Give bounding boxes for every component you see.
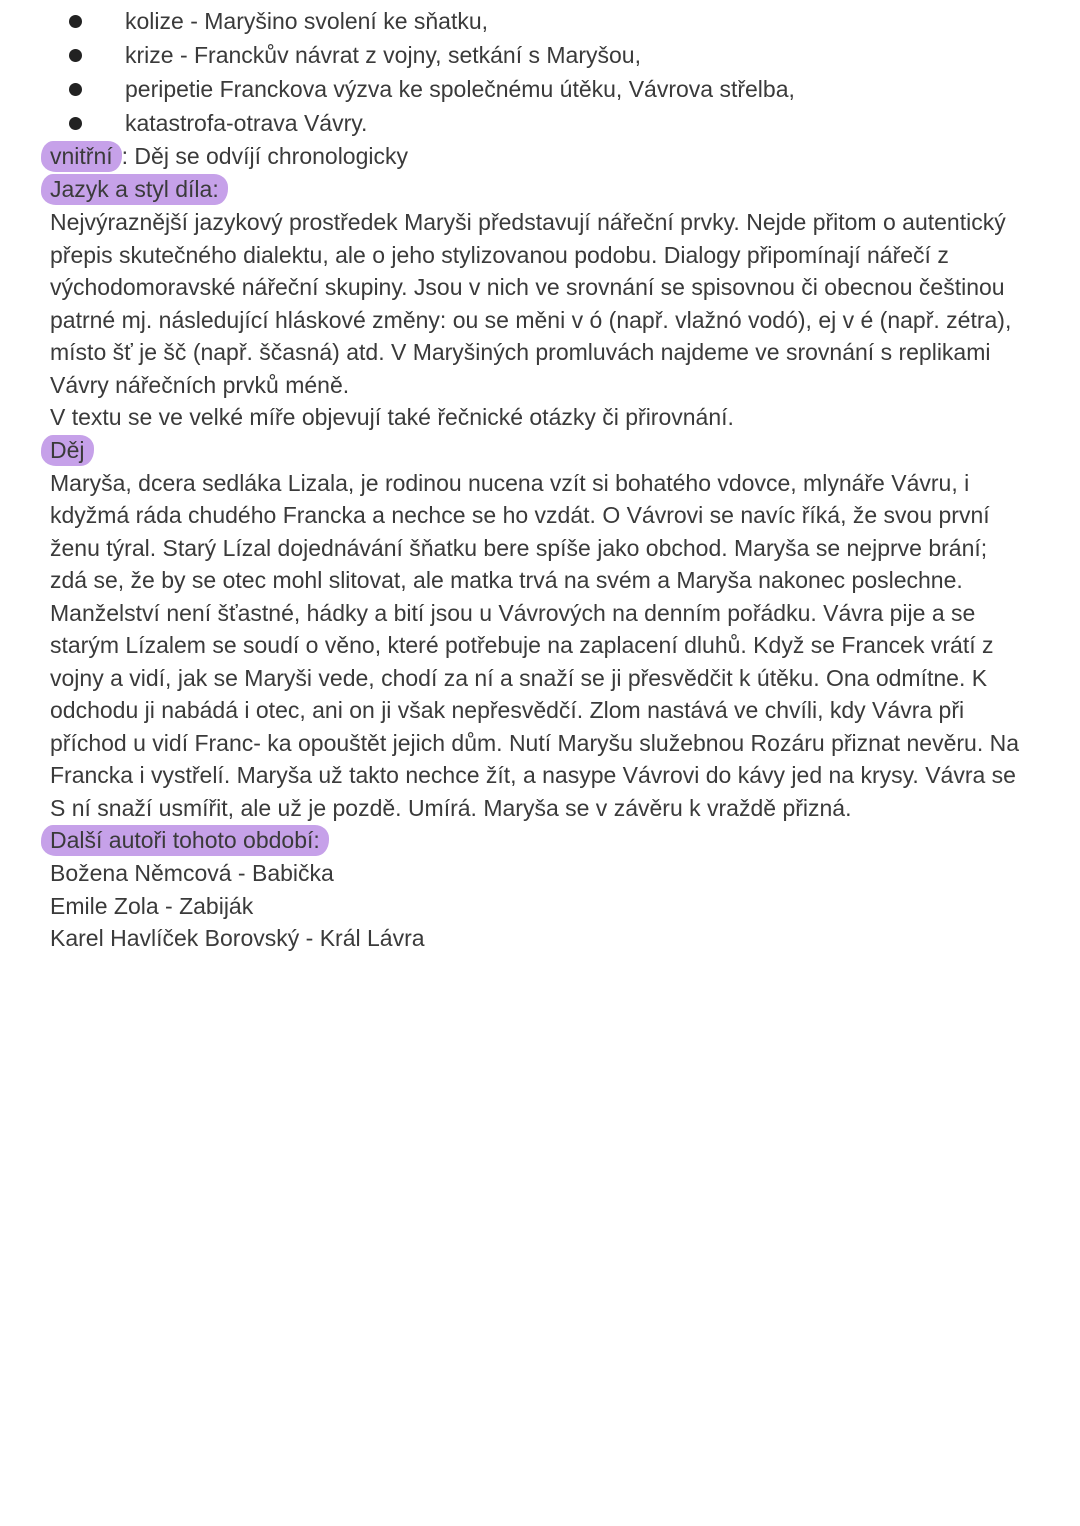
- bullet-list: [50, 4, 1022, 140]
- highlight-autori-heading: Další autoři tohoto období:: [41, 825, 329, 856]
- author-line: Božena Němcová - Babička: [50, 860, 334, 886]
- bullet-icon: [69, 83, 82, 96]
- jazyk-paragraph: Nejvýraznější jazykový prostředek Maryši představují nářeční prvky. Nejde přitom o autentický přepis skutečného dialektu, ale o jeho stylizovanou podobu. Dialogy připomínají nářečí z východomoravské nářeční skupiny. Jsou v nich ve srovnání se spisovnou či obecnou češtinou patrné mj. následující hláskové změny: ou se měni v ó (např. vlažnó vodó), ej v é (např. zétra), místo šť je šč (např. ščasná) atd. V Maryšiných promluvách najdeme ve srovnání s replikami Vávry nářečních prvků méně.: [50, 209, 1012, 398]
- bullet-icon: [69, 49, 82, 62]
- list-item: [50, 4, 1022, 38]
- inner-composition-line: [50, 140, 1022, 173]
- section-heading-autori: [50, 824, 1022, 857]
- list-item: [50, 38, 1022, 72]
- inner-composition-text: : Děj se odvíjí chronologicky: [121, 143, 408, 169]
- author-line: Karel Havlíček Borovský - Král Lávra: [50, 925, 425, 951]
- section-heading-dej: [50, 434, 1022, 467]
- bullet-icon: [69, 117, 82, 130]
- bullet-text: krize - Franckův návrat z vojny, setkání s Maryšou,: [125, 42, 641, 68]
- highlight-vnitrni: vnitřní: [41, 141, 122, 172]
- highlight-dej-heading: Děj: [41, 435, 94, 466]
- bullet-text: peripetie Franckova výzva ke společnému útěku, Vávrova střelba,: [125, 76, 795, 102]
- bullet-text: kolize - Maryšino svolení ke sňatku,: [125, 8, 489, 34]
- list-item: [50, 72, 1022, 106]
- list-item: [50, 106, 1022, 140]
- highlight-jazyk-heading: Jazyk a styl díla:: [41, 174, 228, 205]
- jazyk-note: V textu se ve velké míře objevují také řečnické otázky či přirovnání.: [50, 404, 734, 430]
- bullet-text: katastrofa-otrava Vávry.: [125, 110, 368, 136]
- dej-paragraph: Maryša, dcera sedláka Lizala, je rodinou nucena vzít si bohatého vdovce, mlynáře Vávru, i kdyžmá ráda chudého Francka a nechce se ho vzdát. O Vávrovi se navíc říká, že svou první ženu týral. Starý Lízal dojednávání šňatku bere spíše jako obchod. Maryša se nejprve brání; zdá se, že by se otec mohl slitovat, ale matka trvá na svém a Maryša nakonec poslechne. Manželství není šťastné, hádky a bití jsou u Vávrových na denním pořádku. Vávra pije a se starým Lízalem se soudí o věno, které potřebuje na zaplacení dluhů. Když se Francek vrátí z vojny a vidí, jak se Maryši vede, chodí za ní a snaží se ji přesvědčit k útěku. Ona odmítne. K odchodu ji nabádá i otec, ani on ji však nepřesvědčí. Zlom nastává ve chvíli, kdy Vávra při příchod u vidí Franc- ka opouštět jejich dům. Nutí Maryšu služebnou Rozáru přiznat nevěru. Na Francka i vystřelí. Maryša už takto nechce žít, a nasype Vávrovi do kávy jed na krysy. Vávra se S ní snaží usmířit, ale už je pozdě. Umírá. Maryša se v závěru k vraždě přizná.: [50, 469, 1020, 821]
- section-heading-jazyk: [50, 173, 1022, 206]
- author-line: Emile Zola - Zabiják: [50, 892, 254, 919]
- bullet-icon: [69, 15, 82, 28]
- authors-list: [50, 857, 1022, 955]
